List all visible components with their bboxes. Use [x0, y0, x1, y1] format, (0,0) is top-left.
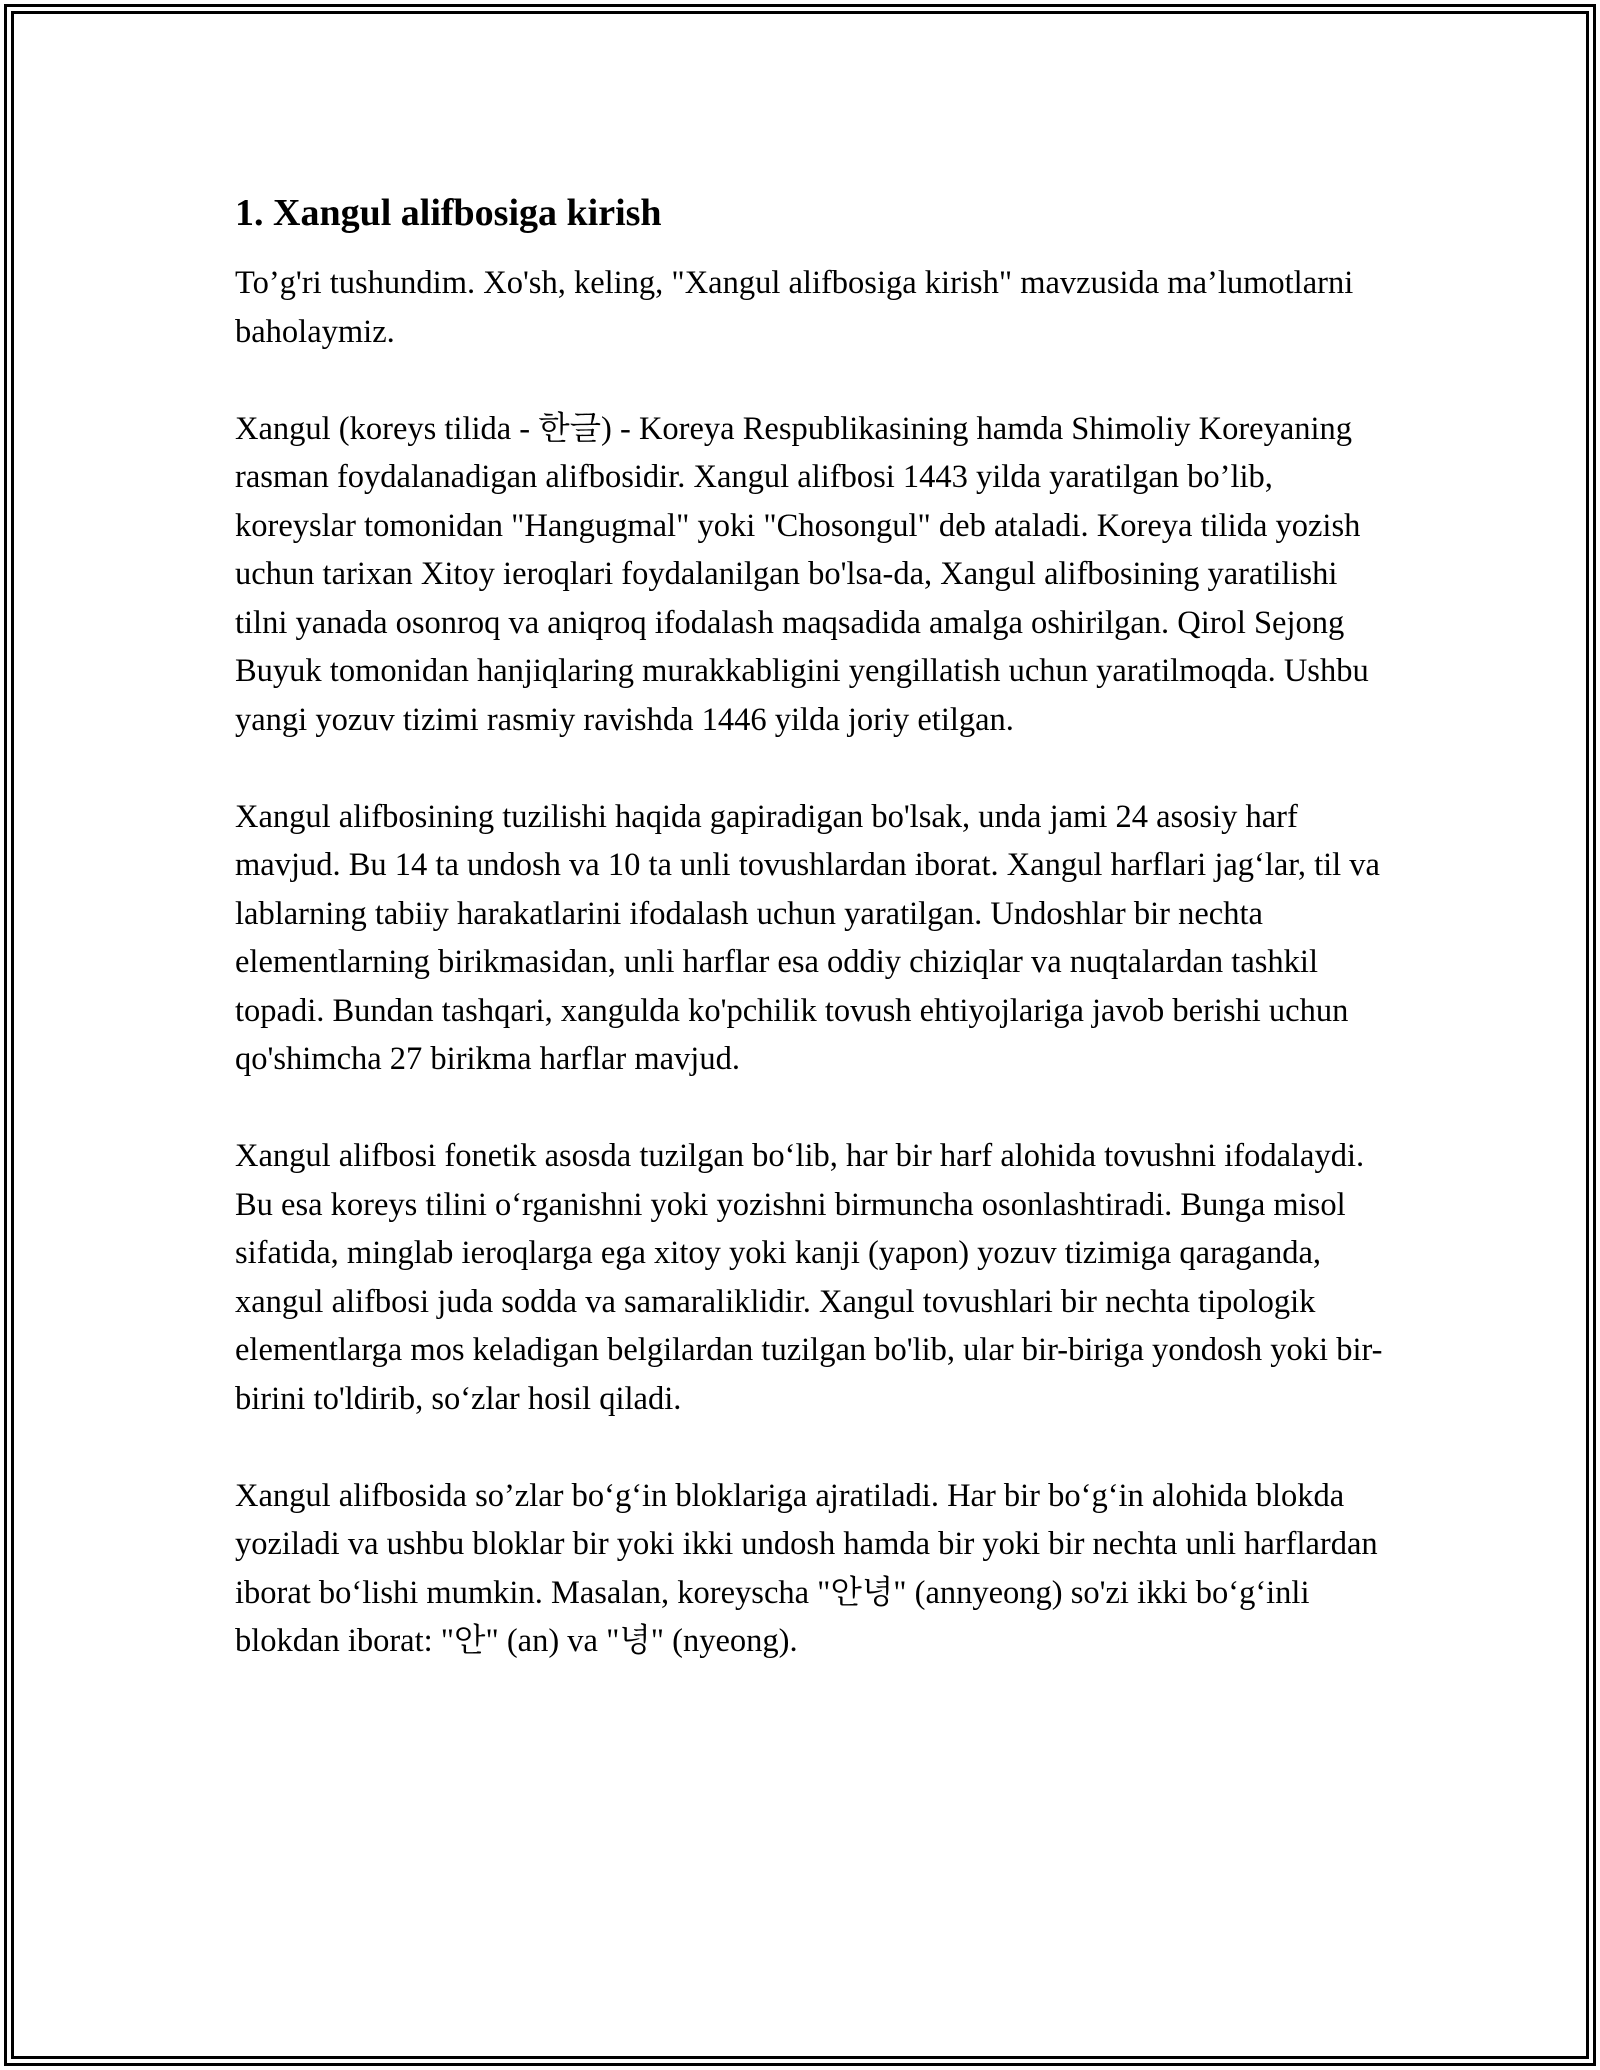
- paragraph-history: Xangul (koreys tilida - 한글) - Koreya Respublikasining hamda Shimoliy Koreyaning rasman foydalanadigan alifbosidir. Xangul alifbosi 1443 yilda yaratilgan bo’lib, koreyslar tomonidan "Hangugmal" yoki "Chosongul" deb ataladi. Koreya tilida yozish uchun tarixan Xitoy ieroqlari foydalanilgan bo'lsa-da, Xangul alifbosining yaratilishi tilni yanada osonroq va aniqroq ifodalash maqsadida amalga oshirilgan. Qirol Sejong Buyuk tomonidan hanjiqlaring murakkabligini yengillatish uchun yaratilmoqda. Ushbu yangi yozuv tizimi rasmiy ravishda 1446 yilda joriy etilgan.: [235, 410, 1369, 738]
- section-heading: 1. Xangul alifbosiga kirish: [235, 192, 662, 234]
- paragraph-syllable-blocks: Xangul alifbosida so’zlar bo‘g‘in bloklariga ajratiladi. Har bir bo‘g‘in alohida blokda yoziladi va ushbu bloklar bir yoki ikki undosh hamda bir yoki bir nechta unli harflardan iborat bo‘lishi mumkin. Masalan, koreyscha "안녕" (annyeong) so'zi ikki bo‘g‘inli blokdan iborat: "안" (an) va "녕" (nyeong).: [235, 1477, 1378, 1659]
- document-body: [235, 185, 1385, 1714]
- paragraph-phonetics: Xangul alifbosi fonetik asosda tuzilgan bo‘lib, har bir harf alohida tovushni ifodalaydi. Bu esa koreys tilini o‘rganishni yoki yozishni birmuncha osonlashtiradi. Bunga misol sifatida, minglab ieroqlarga ega xitoy yoki kanji (yapon) yozuv tizimiga qaraganda, xangul alifbosi juda sodda va samaraliklidir. Xangul tovushlari bir nechta tipologik elementlarga mos keladigan belgilardan tuzilgan bo'lib, ular bir-biriga yondosh yoki bir-birini to'ldirib, so‘zlar hosil qiladi.: [235, 1138, 1383, 1417]
- paragraph-structure: Xangul alifbosining tuzilishi haqida gapiradigan bo'lsak, unda jami 24 asosiy harf mavjud. Bu 14 ta undosh va 10 ta unli tovushlardan iborat. Xangul harflari jag‘lar, til va lablarning tabiiy harakatlarini ifodalash uchun yaratilgan. Undoshlar bir nechta elementlarning birikmasidan, unli harflar esa oddiy chiziqlar va nuqtalardan tashkil topadi. Bundan tashqari, xangulda ko'pchilik tovush ehtiyojlariga javob berishi uchun qo'shimcha 27 birikma harflar mavjud.: [235, 798, 1380, 1077]
- paragraph-intro: To’g'ri tushundim. Xo'sh, keling, "Xangul alifbosiga kirish" mavzusida ma’lumotlarni baholaymiz.: [235, 265, 1354, 350]
